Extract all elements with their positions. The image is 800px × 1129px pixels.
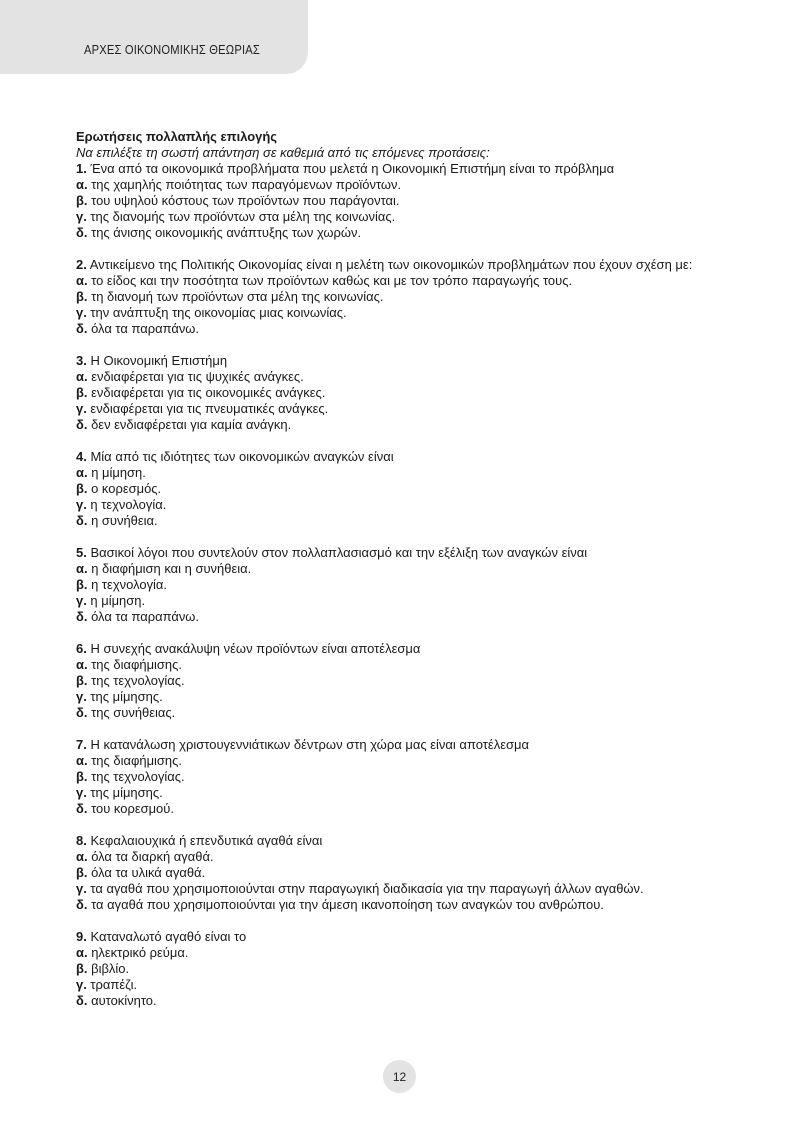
answer-option — [76, 849, 724, 865]
question — [76, 353, 726, 433]
question-text: Βασικοί λόγοι που συντελούν στον πολλαπλασιασμό και την εξέλιξη των αναγκών είναι — [90, 545, 588, 560]
question — [76, 161, 726, 241]
option-text: της μίμησης. — [90, 785, 163, 800]
option-letter: γ. — [76, 497, 87, 512]
option-letter: α. — [76, 945, 88, 960]
question-number: 4. — [76, 449, 87, 464]
answer-option — [76, 465, 724, 481]
answer-option — [76, 369, 724, 385]
question-text: Ένα από τα οικονομικά προβλήματα που μελετά η Οικονομική Επιστήμη είναι το πρόβλημα — [90, 161, 615, 176]
option-text: η τεχνολογία. — [90, 497, 167, 512]
question-list — [76, 161, 726, 1009]
option-letter: γ. — [76, 689, 87, 704]
option-text: η συνήθεια. — [91, 513, 158, 528]
question-text: Αντικείμενο της Πολιτικής Οικονομίας είναι η μελέτη των οικονομικών προβλημάτων που έχουν σχέση με: — [89, 257, 693, 272]
option-letter: γ. — [76, 785, 87, 800]
option-letter: γ. — [76, 209, 87, 224]
option-text: τη διανομή των προϊόντων στα μέλη της κοινωνίας. — [91, 289, 384, 304]
option-text: βιβλίο. — [91, 961, 130, 976]
answer-option — [76, 177, 724, 193]
answer-option — [76, 497, 724, 513]
answer-option — [76, 401, 724, 417]
option-text: όλα τα παραπάνω. — [91, 609, 200, 624]
question-stem — [76, 449, 716, 465]
option-text: της διανομής των προϊόντων στα μέλη της κοινωνίας. — [90, 209, 396, 224]
option-letter: γ. — [76, 401, 87, 416]
option-text: όλα τα υλικά αγαθά. — [91, 865, 206, 880]
option-letter: β. — [76, 769, 88, 784]
option-text: της μίμησης. — [90, 689, 163, 704]
question — [76, 641, 726, 721]
option-text: της τεχνολογίας. — [91, 673, 185, 688]
answer-option — [76, 657, 724, 673]
answer-option — [76, 753, 724, 769]
option-text: ενδιαφέρεται για τις ψυχικές ανάγκες. — [91, 369, 304, 384]
section-title: Ερωτήσεις πολλαπλής επιλογής — [76, 129, 278, 144]
option-text: της άνισης οικονομικής ανάπτυξης των χωρών. — [91, 225, 362, 240]
option-letter: α. — [76, 177, 88, 192]
question-stem — [76, 161, 716, 177]
option-letter: δ. — [76, 801, 88, 816]
option-text: της διαφήμισης. — [91, 753, 182, 768]
question-stem — [76, 737, 716, 753]
option-text: ο κορεσμός. — [91, 481, 162, 496]
answer-option — [76, 513, 724, 529]
option-text: της διαφήμισης. — [91, 657, 182, 672]
option-text: ενδιαφέρεται για τις οικονομικές ανάγκες. — [91, 385, 326, 400]
option-text: η τεχνολογία. — [91, 577, 168, 592]
answer-option — [76, 193, 724, 209]
option-text: η μίμηση. — [90, 593, 146, 608]
question-text: Η συνεχής ανακάλυψη νέων προϊόντων είναι αποτέλεσμα — [90, 641, 421, 656]
option-letter: γ. — [76, 977, 87, 992]
option-text: η μίμηση. — [91, 465, 146, 480]
answer-option — [76, 993, 724, 1009]
answer-option — [76, 225, 724, 241]
option-letter: α. — [76, 273, 88, 288]
option-letter: α. — [76, 561, 88, 576]
answer-option — [76, 273, 724, 289]
question-stem — [76, 257, 716, 273]
question — [76, 737, 726, 817]
question-number: 1. — [76, 161, 87, 176]
answer-option — [76, 801, 724, 817]
question-stem — [76, 833, 716, 849]
option-letter: β. — [76, 577, 88, 592]
answer-option — [76, 961, 724, 977]
option-text: του υψηλού κόστους των προϊόντων που παράγονται. — [91, 193, 400, 208]
question — [76, 833, 726, 913]
question-number: 2. — [76, 257, 87, 272]
option-letter: γ. — [76, 593, 87, 608]
question-text: Η Οικονομική Επιστήμη — [90, 353, 228, 368]
page-number: 12 — [383, 1060, 416, 1093]
answer-option — [76, 689, 724, 705]
question — [76, 257, 726, 337]
option-letter: δ. — [76, 993, 88, 1008]
option-text: η διαφήμιση και η συνήθεια. — [91, 561, 252, 576]
question-stem — [76, 545, 716, 561]
question-text: Κεφαλαιουχικά ή επενδυτικά αγαθά είναι — [90, 833, 323, 848]
answer-option — [76, 673, 724, 689]
option-text: ηλεκτρικό ρεύμα. — [91, 945, 189, 960]
answer-option — [76, 305, 724, 321]
option-letter: δ. — [76, 513, 88, 528]
option-letter: β. — [76, 481, 88, 496]
option-text: τραπέζι. — [90, 977, 138, 992]
option-text: της χαμηλής ποιότητας των παραγόμενων προϊόντων. — [91, 177, 402, 192]
option-text: τα αγαθά που χρησιμοποιούνται για την άμεση ικανοποίηση των αναγκών του ανθρώπου. — [91, 897, 604, 912]
option-letter: δ. — [76, 321, 88, 336]
option-letter: α. — [76, 849, 88, 864]
answer-option — [76, 945, 724, 961]
question — [76, 449, 726, 529]
option-letter: δ. — [76, 609, 88, 624]
question-stem — [76, 641, 716, 657]
option-letter: α. — [76, 369, 88, 384]
answer-option — [76, 897, 724, 913]
option-letter: δ. — [76, 417, 88, 432]
answer-option — [76, 289, 724, 305]
option-text: της τεχνολογίας. — [91, 769, 185, 784]
question-number: 5. — [76, 545, 87, 560]
answer-option — [76, 977, 724, 993]
answer-option — [76, 881, 724, 897]
option-letter: β. — [76, 289, 88, 304]
document-body — [76, 129, 726, 1009]
option-letter: γ. — [76, 881, 87, 896]
question-text: Η κατανάλωση χριστουγεννιάτικων δέντρων στη χώρα μας είναι αποτέλεσμα — [90, 737, 530, 752]
option-text: αυτοκίνητο. — [91, 993, 157, 1008]
option-text: του κορεσμού. — [91, 801, 174, 816]
option-letter: δ. — [76, 705, 88, 720]
option-letter: δ. — [76, 225, 88, 240]
header-tab — [0, 0, 308, 74]
option-text: όλα τα διαρκή αγαθά. — [91, 849, 214, 864]
answer-option — [76, 705, 724, 721]
option-letter: β. — [76, 961, 88, 976]
answer-option — [76, 481, 724, 497]
option-letter: β. — [76, 385, 88, 400]
answer-option — [76, 321, 724, 337]
question — [76, 929, 726, 1009]
question-number: 6. — [76, 641, 87, 656]
question-number: 9. — [76, 929, 87, 944]
option-letter: α. — [76, 657, 88, 672]
question-text: Μία από τις ιδιότητες των οικονομικών αναγκών είναι — [90, 449, 394, 464]
option-text: την ανάπτυξη της οικονομίας μιας κοινωνίας. — [90, 305, 347, 320]
answer-option — [76, 417, 724, 433]
answer-option — [76, 577, 724, 593]
question — [76, 545, 726, 625]
option-letter: β. — [76, 673, 88, 688]
question-stem — [76, 353, 716, 369]
answer-option — [76, 609, 724, 625]
option-letter: δ. — [76, 897, 88, 912]
question-text: Καταναλωτό αγαθό είναι το — [90, 929, 247, 944]
option-letter: α. — [76, 465, 88, 480]
option-letter: β. — [76, 193, 88, 208]
header-title: ΑΡΧΕΣ ΟΙΚΟΝΟΜΙΚΗΣ ΘΕΩΡΙΑΣ — [84, 42, 260, 57]
question-number: 3. — [76, 353, 87, 368]
option-text: τα αγαθά που χρησιμοποιούνται στην παραγωγική διαδικασία για την παραγωγή άλλων αγαθών. — [90, 881, 644, 896]
option-text: της συνήθειας. — [91, 705, 176, 720]
answer-option — [76, 785, 724, 801]
question-number: 7. — [76, 737, 87, 752]
option-letter: β. — [76, 865, 88, 880]
question-stem — [76, 929, 716, 945]
answer-option — [76, 769, 724, 785]
answer-option — [76, 385, 724, 401]
option-text: δεν ενδιαφέρεται για καμία ανάγκη. — [91, 417, 292, 432]
question-number: 8. — [76, 833, 87, 848]
answer-option — [76, 865, 724, 881]
answer-option — [76, 561, 724, 577]
answer-option — [76, 593, 724, 609]
option-text: όλα τα παραπάνω. — [91, 321, 200, 336]
option-letter: γ. — [76, 305, 87, 320]
section-instructions: Να επιλέξτε τη σωστή απάντηση σε καθεμιά από τις επόμενες προτάσεις: — [76, 145, 490, 160]
option-text: το είδος και την ποσότητα των προϊόντων καθώς και με τον τρόπο παραγωγής τους. — [91, 273, 573, 288]
option-text: ενδιαφέρεται για τις πνευματικές ανάγκες. — [90, 401, 329, 416]
option-letter: α. — [76, 753, 88, 768]
answer-option — [76, 209, 724, 225]
